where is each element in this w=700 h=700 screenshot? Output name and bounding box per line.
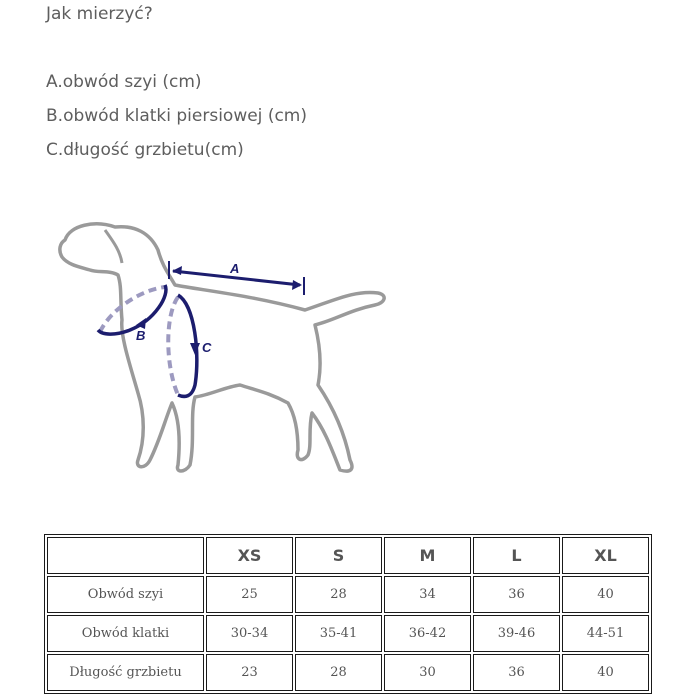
header-cell-xl: XL	[562, 537, 649, 574]
table-cell: 40	[562, 576, 649, 613]
dog-ear	[105, 230, 122, 263]
measure-c-text: C.długość grzbietu(cm)	[46, 140, 244, 160]
header-cell-s: S	[295, 537, 382, 574]
measure-a-text: A.obwód szyi (cm)	[46, 72, 202, 92]
label-c: C	[202, 340, 212, 355]
table-cell: 36	[473, 654, 560, 691]
table-cell: 44-51	[562, 615, 649, 652]
neck-ring-solid	[98, 285, 166, 334]
chest-ring-dashed	[168, 297, 178, 395]
table-cell: 25	[206, 576, 293, 613]
dog-measurement-diagram	[50, 215, 400, 490]
table-cell: 28	[295, 654, 382, 691]
table-row	[47, 615, 649, 652]
table-cell: 30-34	[206, 615, 293, 652]
label-b: B	[136, 328, 146, 343]
table-row	[47, 576, 649, 613]
arrow-a-head-right	[292, 280, 302, 290]
size-table	[44, 534, 652, 694]
table-header-row	[47, 537, 649, 574]
table-cell: 36	[473, 576, 560, 613]
table-cell: 35-41	[295, 615, 382, 652]
page-heading: Jak mierzyć?	[46, 4, 153, 24]
table-cell: 39-46	[473, 615, 560, 652]
label-a: A	[230, 261, 240, 276]
row-label: Obwód klatki	[47, 615, 204, 652]
table-cell: 40	[562, 654, 649, 691]
dog-outline	[60, 224, 384, 471]
table-cell: 23	[206, 654, 293, 691]
arrow-a-head-left	[172, 266, 182, 275]
table-cell: 36-42	[384, 615, 471, 652]
table-cell: 34	[384, 576, 471, 613]
table-row	[47, 654, 649, 691]
header-cell-empty	[47, 537, 204, 574]
row-label: Długość grzbietu	[47, 654, 204, 691]
table-cell: 30	[384, 654, 471, 691]
header-cell-m: M	[384, 537, 471, 574]
measure-b-text: B.obwód klatki piersiowej (cm)	[46, 106, 307, 126]
row-label: Obwód szyi	[47, 576, 204, 613]
table-cell: 28	[295, 576, 382, 613]
header-cell-xs: XS	[206, 537, 293, 574]
header-cell-l: L	[473, 537, 560, 574]
